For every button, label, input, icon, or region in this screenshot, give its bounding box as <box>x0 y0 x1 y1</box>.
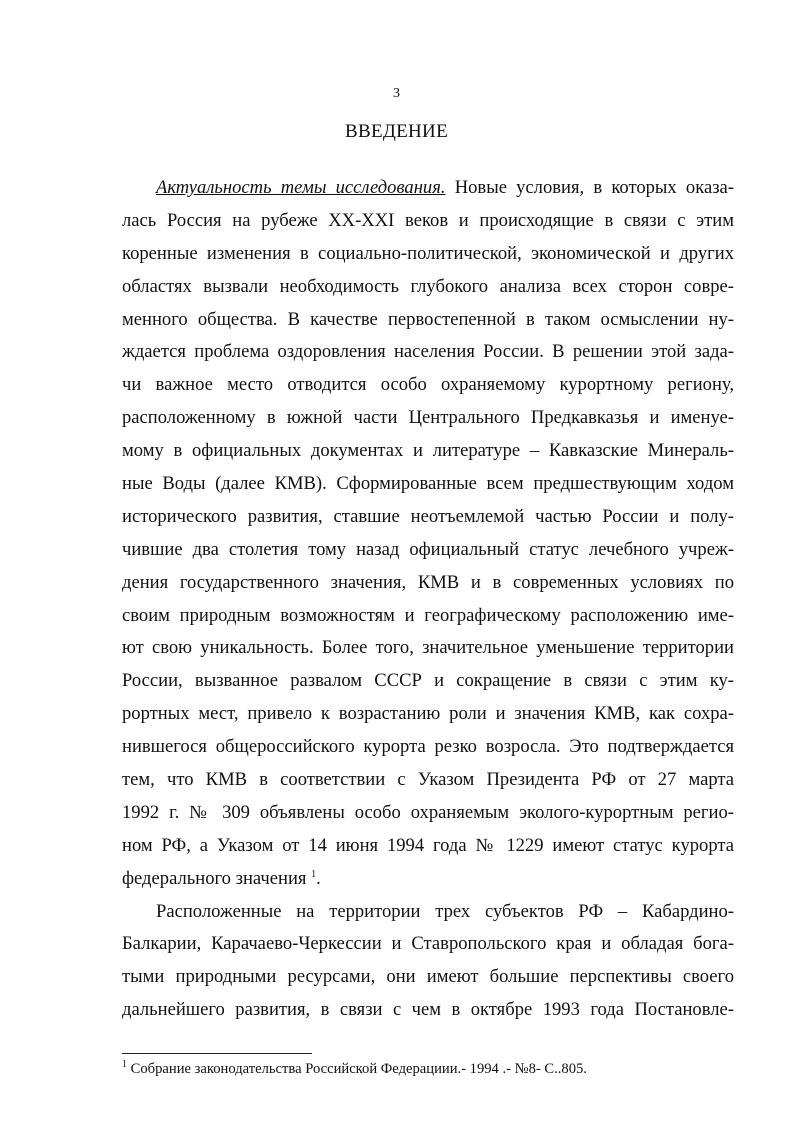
text-line: лась Россия на рубеже XX-XXI веков и происходящие в связи с этим <box>122 209 734 231</box>
text-line: дальнейшего развития, в связи с чем в октябре 1993 года Постановле- <box>122 999 734 1021</box>
text-line: исторического развития, ставшие неотъемлемой частью России и полу- <box>122 505 734 527</box>
text-line: коренные изменения в социально-политической, экономической и других <box>122 242 734 264</box>
text-line: чи важное место отводится особо охраняемому курортному региону, <box>122 374 734 396</box>
text-line: федерального значения <box>122 867 307 889</box>
text-line: ют свою уникальность. Более того, значительное уменьшение территории <box>122 637 734 659</box>
text-line: тем, что КМВ в соответствии с Указом Президента РФ от 27 марта <box>122 769 734 791</box>
text-line: Балкарии, Карачаево-Черкессии и Ставропольского края и обладая бога- <box>122 933 734 955</box>
text-line: Новые условия, в которых оказа- <box>454 177 734 198</box>
text-line: областях вызвали необходимость глубокого анализа всех сторон совре- <box>122 275 734 297</box>
text-line: менного общества. В качестве первостепенной в таком осмыслении ну- <box>122 308 734 330</box>
footnote <box>122 1061 587 1078</box>
section-heading: Актуальность темы исследования. <box>156 177 446 198</box>
footnote-reference: 1 <box>311 868 317 880</box>
text-line: чившие два столетия тому назад официальный статус лечебного учреж- <box>122 538 734 560</box>
footnote-text: Собрание законодательства Российской Федерациии.- 1994 .- №8- С..805. <box>130 1061 587 1077</box>
sentence-end: . <box>316 867 321 889</box>
page-number: 3 <box>393 86 400 101</box>
text-line: мому в официальных документах и литературе – Кавказские Минераль- <box>122 440 734 462</box>
paragraph-1-last-line <box>122 863 734 896</box>
text-line: нившегося общероссийского курорта резко возросла. Это подтверждается <box>122 736 734 758</box>
text-line: рортных мест, привело к возрастанию роли и значения КМВ, как сохра- <box>122 703 734 725</box>
text-line: тыми природными ресурсами, они имеют большие перспективы своего <box>122 966 734 988</box>
footnote-marker: 1 <box>122 1059 127 1071</box>
text-line: своим природным возможностям и географическому расположению име- <box>122 604 734 626</box>
paragraph-1-line-1 <box>122 172 734 205</box>
page-title: ВВЕДЕНИЕ <box>345 121 448 142</box>
text-line: расположенному в южной части Центрального Предкавказья и именуе- <box>122 407 734 429</box>
footnote-divider <box>122 1053 312 1054</box>
text-line: дения государственного значения, КМВ и в современных условиях по <box>122 571 734 593</box>
body-text <box>122 172 734 1027</box>
text-line: ждается проблема оздоровления населения России. В решении этой зада- <box>122 341 734 363</box>
text-line: Расположенные на территории трех субъектов РФ – Кабардино- <box>156 900 734 922</box>
text-line: России, вызванное развалом СССР и сокращение в связи с этим ку- <box>122 670 734 692</box>
text-line: ные Воды (далее КМВ). Сформированные всем предшествующим ходом <box>122 473 734 495</box>
text-line: ном РФ, а Указом от 14 июня 1994 года № 1229 имеют статус курорта <box>122 834 734 856</box>
text-line: 1992 г. № 309 объявлены особо охраняемым эколого-курортным регио- <box>122 801 734 823</box>
